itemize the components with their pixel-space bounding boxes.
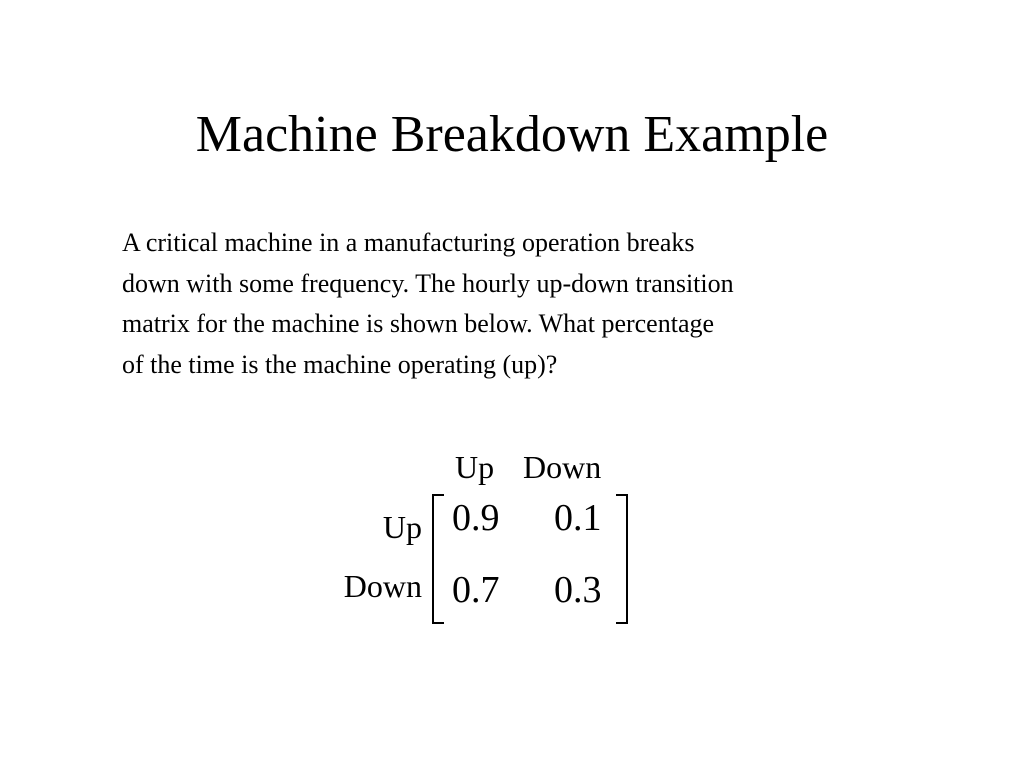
problem-line: matrix for the machine is shown below. What percentage [122, 309, 715, 338]
problem-line: A critical machine in a manufacturing operation breaks [122, 228, 695, 257]
row-label-down: Down [343, 568, 422, 604]
matrix-cell-down-down: 0.3 [554, 569, 602, 611]
matrix-cell-up-up: 0.9 [452, 497, 500, 539]
slide-title: Machine Breakdown Example [195, 106, 829, 163]
row-label-up: Up [382, 509, 422, 545]
problem-line: of the time is the machine operating (up)? [122, 349, 558, 379]
problem-line: down with some frequency. The hourly up-down transition [122, 268, 734, 298]
problem-statement [122, 223, 962, 385]
matrix-cell-down-up: 0.7 [452, 569, 500, 611]
transition-matrix [300, 440, 660, 640]
matrix-left-bracket [432, 494, 444, 624]
column-label-up: Up [455, 449, 495, 485]
matrix-cell-up-down: 0.1 [554, 497, 602, 539]
column-label-down: Down [523, 449, 602, 485]
matrix-right-bracket [616, 494, 628, 624]
